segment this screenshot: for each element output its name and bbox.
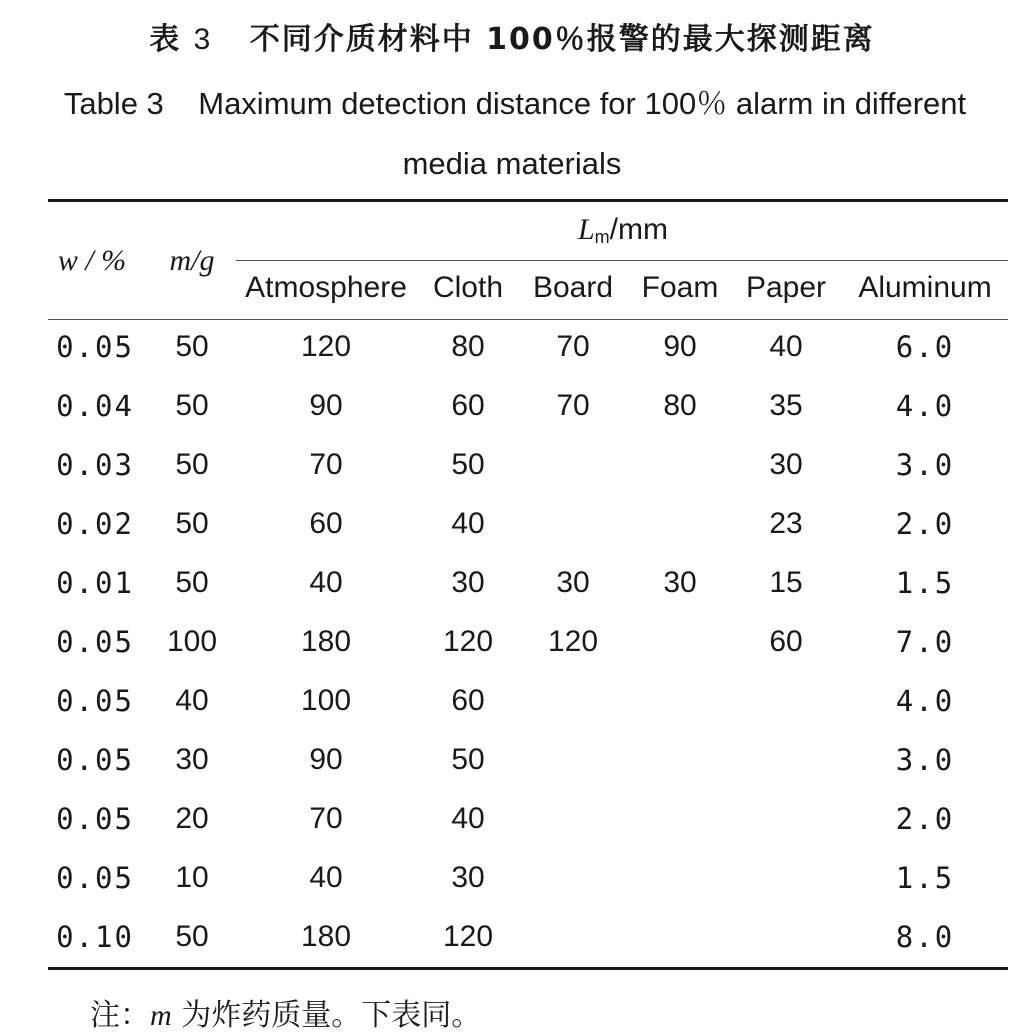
table-cell: 90: [309, 389, 343, 422]
note-text: 为炸药质量。下表同。: [171, 998, 482, 1033]
note-var: m: [150, 999, 172, 1032]
header-paper: Paper: [745, 271, 827, 304]
table-cell: 2.0: [895, 802, 955, 836]
table-cell: 0.05: [56, 861, 134, 895]
header-board: Board: [532, 271, 614, 304]
header-w: w / %: [57, 244, 127, 277]
table-cell: 90: [309, 743, 343, 776]
caption-number-cn: 3: [193, 23, 213, 56]
table-cell: 0.04: [56, 389, 134, 423]
table-cell: 6.0: [895, 330, 955, 364]
table-cell: 100: [300, 684, 352, 717]
table-cell: 120: [300, 330, 352, 363]
table-cell: 30: [451, 566, 485, 599]
table-cell: 60: [451, 389, 485, 422]
table-cell: 50: [175, 330, 209, 363]
table-cell: 0.03: [56, 448, 134, 482]
table-cell: 40: [175, 684, 209, 717]
header-cloth: Cloth: [432, 271, 504, 304]
table-cell: 50: [451, 743, 485, 776]
table-cell: 3.0: [895, 448, 955, 482]
table-cell: 120: [442, 920, 494, 953]
table-cell: 30: [769, 448, 803, 481]
table-cell: 0.05: [56, 743, 134, 777]
table-cell: 70: [309, 802, 343, 835]
table-cell: 2.0: [895, 507, 955, 541]
caption-en-line1: Table 3 Maximum detection distance for 100％ alarm in different: [63, 86, 967, 121]
table-cell: 70: [309, 448, 343, 481]
table-cell: 50: [175, 448, 209, 481]
table-cell: 10: [175, 861, 209, 894]
table-cell: 1.5: [895, 861, 955, 895]
table-cell: 40: [769, 330, 803, 363]
table-cell: 15: [769, 566, 803, 599]
table-cell: 60: [451, 684, 485, 717]
caption-title-cn: 不同介质材料中 100％报警的最大探测距离: [249, 22, 875, 57]
header-m: m/g: [169, 244, 215, 277]
table-cell: 0.10: [56, 920, 134, 954]
lm-unit: /mm: [609, 213, 669, 246]
lm-var: L: [577, 213, 595, 246]
table-cell: 50: [451, 448, 485, 481]
table-cell: 0.05: [56, 625, 134, 659]
table-cell: 80: [663, 389, 697, 422]
table-cell: 8.0: [895, 920, 955, 954]
table-cell: 120: [547, 625, 599, 658]
table-cell: 0.02: [56, 507, 134, 541]
table-cell: 30: [451, 861, 485, 894]
table-cell: 0.05: [56, 684, 134, 718]
table-cell: 4.0: [895, 389, 955, 423]
table-cell: 50: [175, 507, 209, 540]
lm-sub: m: [594, 227, 610, 247]
table-cell: 0.01: [56, 566, 134, 600]
header-foam: Foam: [641, 271, 719, 304]
table-note: [90, 990, 481, 1034]
table-cell: 4.0: [895, 684, 955, 718]
table-cell: 60: [769, 625, 803, 658]
table-cell: 1.5: [895, 566, 955, 600]
table-cell: 70: [556, 330, 590, 363]
table-cell: 40: [451, 507, 485, 540]
table-cell: 40: [309, 566, 343, 599]
table-cell: 0.05: [56, 330, 134, 364]
table-cell: 50: [175, 920, 209, 953]
table-cell: 30: [556, 566, 590, 599]
table-cell: 180: [300, 920, 352, 953]
table-cell: 30: [663, 566, 697, 599]
header-aluminum: Aluminum: [858, 271, 992, 304]
table-cell: 23: [769, 507, 803, 540]
table-cell: 35: [769, 389, 803, 422]
table-cell: 90: [663, 330, 697, 363]
table-cell: 180: [300, 625, 352, 658]
table-cell: 100: [166, 625, 218, 658]
table-cell: 7.0: [895, 625, 955, 659]
table-cell: 60: [309, 507, 343, 540]
table-cell: 70: [556, 389, 590, 422]
table-cell: 40: [451, 802, 485, 835]
table-cell: 30: [175, 743, 209, 776]
table-cell: 3.0: [895, 743, 955, 777]
table-cell: 50: [175, 566, 209, 599]
table-cell: 40: [309, 861, 343, 894]
table-cell: 120: [442, 625, 494, 658]
header-atmosphere: Atmosphere: [245, 271, 407, 304]
table-cell: 0.05: [56, 802, 134, 836]
table-cell: 20: [175, 802, 209, 835]
caption-en-line2: media materials: [402, 146, 622, 181]
note-prefix: 注：: [90, 998, 150, 1033]
table-cell: 80: [451, 330, 485, 363]
caption-label-cn: 表: [149, 22, 182, 57]
table-cell: 50: [175, 389, 209, 422]
